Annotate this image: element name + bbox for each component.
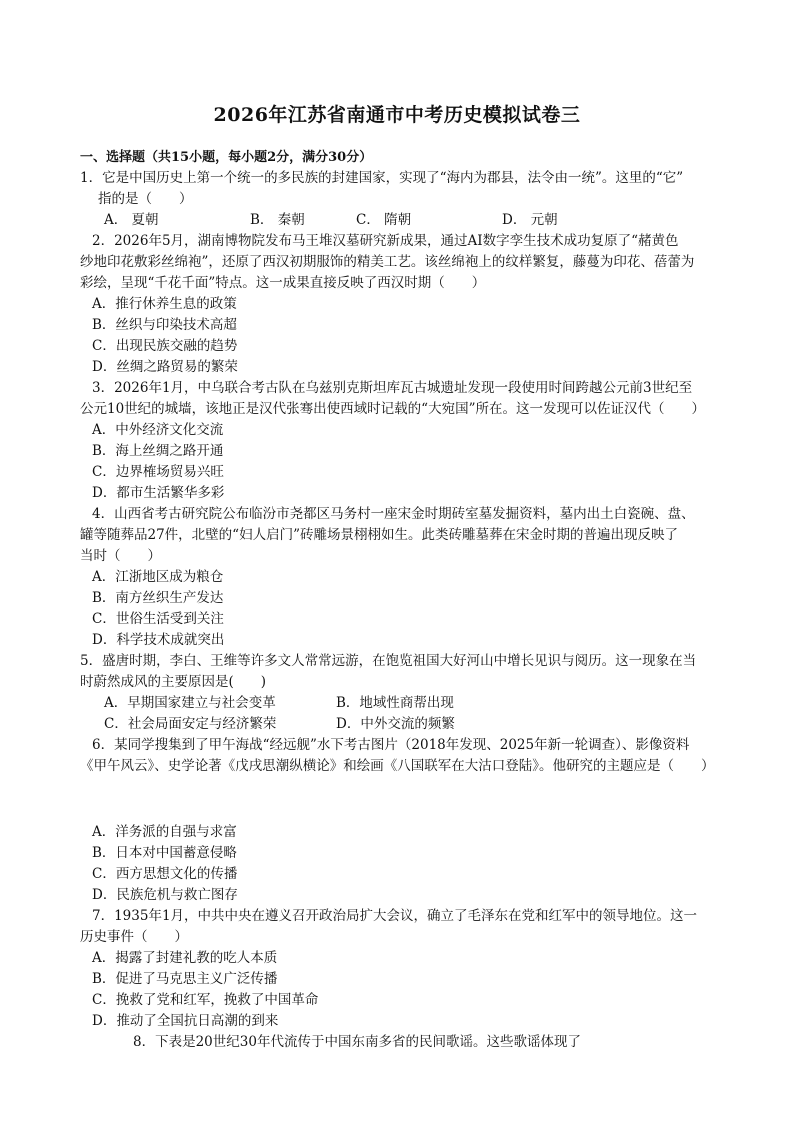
q4-option-b: B．南方丝织生产发达 [92, 590, 224, 606]
q3-stem-line-1: 3．2026年1月，中乌联合考古队在乌兹别克斯坦库瓦古城遗址发现一段使用时间跨越公元前3世纪至 [92, 380, 693, 396]
q6-option-b: B．日本对中国蓄意侵略 [92, 845, 237, 861]
q7-stem-line-2: 历史事件（ ） [80, 929, 188, 945]
q5-option-d: D．中外交流的频繁 [336, 716, 455, 732]
section-header: 一、选择题（共15小题，每小题2分，满分30分） [80, 150, 373, 165]
q6-stem-line-2: 《甲午风云》、史学论著《戊戌思潮纵横论》和绘画《八国联军在大沽口登陆》。他研究的主题应是（ ） [80, 758, 715, 774]
exam-title: 2026年江苏省南通市中考历史模拟试卷三 [213, 104, 581, 126]
q7-option-c: C．挽救了党和红军，挽救了中国革命 [92, 992, 319, 1008]
q2-option-b: B．丝织与印染技术高超 [92, 317, 237, 333]
q6-option-d: D．民族危机与救亡图存 [92, 887, 238, 903]
q1-option-c: C． 隋朝 [356, 212, 412, 228]
q6-stem-line-1: 6．某同学搜集到了甲午海战“经远舰”水下考古图片（2018年发现、2025年新一轮调查）、影像资料 [92, 737, 690, 753]
q4-stem-line-2: 罐等随葬品27件，北壁的“妇人启门”砖雕场景栩栩如生。此类砖雕墓葬在宋金时期的普遍出现反映了 [80, 527, 678, 543]
q4-stem-line-1: 4．山西省考古研究院公布临汾市尧都区马务村一座宋金时期砖室墓发掘资料，墓内出土白瓷碗、盘、 [92, 506, 695, 522]
q2-stem-line-2: 纱地印花敷彩丝绵袍”，还原了西汉初期服饰的精美工艺。该丝绵袍上的纹样繁复，藤蔓为印花、蓓蕾为 [80, 254, 695, 270]
q5-stem-line-1: 5．盛唐时期，李白、王维等许多文人常常远游，在饱览祖国大好河山中增长见识与阅历。这一现象在当 [80, 653, 697, 669]
q2-stem-line-1: 2．2026年5月，湖南博物院发布马王堆汉墓研究新成果，通过AI数字孪生技术成功复原了“赭黄色 [92, 233, 679, 249]
q1-option-d: D． 元朝 [502, 212, 558, 228]
q1-option-b: B． 秦朝 [250, 212, 305, 228]
q2-option-d: D．丝绸之路贸易的繁荣 [92, 359, 238, 375]
q1-option-a: A． 夏朝 [104, 212, 159, 228]
q2-stem-line-3: 彩绘，呈现“千花千面”特点。这一成果直接反映了西汉时期（ ） [80, 275, 486, 291]
q7-option-b: B．促进了马克思主义广泛传播 [92, 971, 278, 987]
q4-option-c: C．世俗生活受到关注 [92, 611, 224, 627]
q4-stem-line-3: 当时（ ） [80, 548, 161, 564]
q7-option-d: D．推动了全国抗日高潮的到来 [92, 1013, 279, 1029]
q5-stem-line-2: 时蔚然成风的主要原因是( ) [80, 674, 267, 690]
q1-stem-line-1: 1．它是中国历史上第一个统一的多民族的封建国家，实现了“海内为郡县，法令由一统”。这里的“它” [80, 170, 684, 186]
q3-option-b: B．海上丝绸之路开通 [92, 443, 224, 459]
q2-option-c: C．出现民族交融的趋势 [92, 338, 238, 354]
q3-option-c: C．边界榷场贸易兴旺 [92, 464, 224, 480]
q6-option-a: A．洋务派的自强与求富 [92, 824, 237, 840]
q5-option-a: A．早期国家建立与社会变革 [104, 695, 276, 711]
q7-option-a: A．揭露了封建礼教的吃人本质 [92, 950, 278, 966]
q8-stem-line-1: 8．下表是20世纪30年代流传于中国东南多省的民间歌谣。这些歌谣体现了 [133, 1034, 581, 1050]
q6-option-c: C．西方思想文化的传播 [92, 866, 238, 882]
q3-option-a: A．中外经济文化交流 [92, 422, 224, 438]
q4-option-a: A．江浙地区成为粮仓 [92, 569, 224, 585]
q5-option-c: C．社会局面安定与经济繁荣 [104, 716, 277, 732]
q5-option-b: B．地域性商帮出现 [336, 695, 454, 711]
q3-stem-line-2: 公元10世纪的城墙，该地正是汉代张骞出使西域时记载的“大宛国”所在。这一发现可以佐证汉代（ ） [80, 401, 705, 417]
q4-option-d: D．科学技术成就突出 [92, 632, 225, 648]
q7-stem-line-1: 7．1935年1月，中共中央在遵义召开政治局扩大会议，确立了毛泽东在党和红军中的领导地位。这一 [92, 908, 698, 924]
q1-stem-line-2: 指的是（ ） [98, 191, 193, 207]
q3-option-d: D．都市生活繁华多彩 [92, 485, 225, 501]
q2-option-a: A．推行休养生息的政策 [92, 296, 237, 312]
